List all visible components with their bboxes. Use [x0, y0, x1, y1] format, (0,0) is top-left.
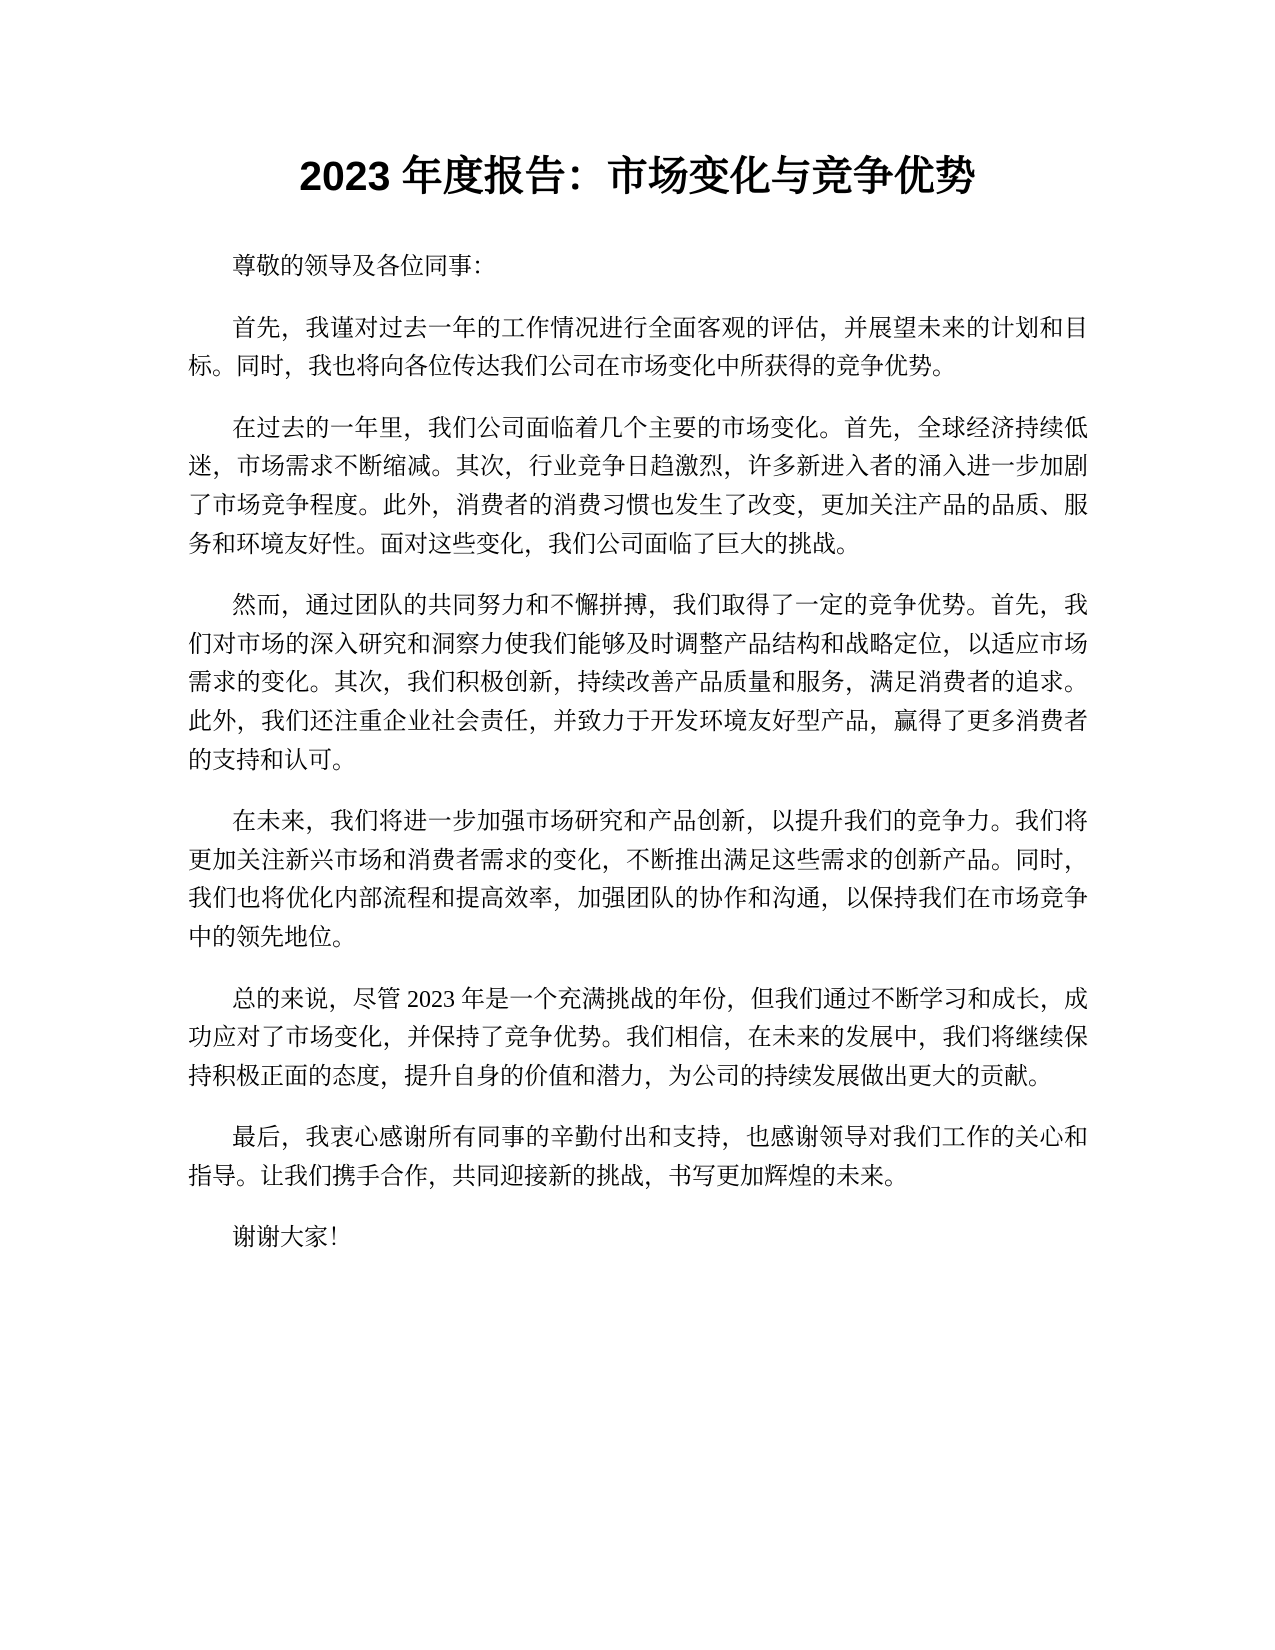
paragraph-salutation: 尊敬的领导及各位同事： — [232, 254, 496, 280]
paragraph-summary: 总的来说，尽管 2023 年是一个充满挑战的年份，但我们通过不断学习和成长，成功应对了市场变化，并保持了竞争优势。我们相信，在未来的发展中，我们将继续保持积极正面的态度，提升自身的价值和潜力，为公司的持续发展做出更大的贡献。 — [188, 986, 1088, 1090]
paragraph-future-plans: 在未来，我们将进一步加强市场研究和产品创新，以提升我们的竞争力。我们将更加关注新兴市场和消费者需求的变化，不断推出满足这些需求的创新产品。同时，我们也将优化内部流程和提高效率，加强团队的协作和沟通，以保持我们在市场竞争中的领先地位。 — [188, 809, 1088, 951]
document-title: 2023 年度报告：市场变化与竞争优势 — [299, 153, 976, 199]
document-body — [188, 248, 1088, 1281]
paragraph-thanks: 最后，我衷心感谢所有同事的辛勤付出和支持，也感谢领导对我们工作的关心和指导。让我们携手合作，共同迎接新的挑战，书写更加辉煌的未来。 — [188, 1125, 1088, 1190]
paragraph-market-changes: 在过去的一年里，我们公司面临着几个主要的市场变化。首先，全球经济持续低迷，市场需求不断缩减。其次，行业竞争日趋激烈，许多新进入者的涌入进一步加剧了市场竞争程度。此外，消费者的消费习惯也发生了改变，更加关注产品的品质、服务和环境友好性。面对这些变化，我们公司面临了巨大的挑战。 — [188, 415, 1088, 558]
paragraph-introduction: 首先，我谨对过去一年的工作情况进行全面客观的评估，并展望未来的计划和目标。同时，我也将向各位传达我们公司在市场变化中所获得的竞争优势。 — [188, 315, 1088, 381]
paragraph-competitive-advantages: 然而，通过团队的共同努力和不懈拼搏，我们取得了一定的竞争优势。首先，我们对市场的深入研究和洞察力使我们能够及时调整产品结构和战略定位，以适应市场需求的变化。其次，我们积极创新，持续改善产品质量和服务，满足消费者的追求。此外，我们还注重企业社会责任，并致力于开发环境友好型产品，赢得了更多消费者的支持和认可。 — [188, 593, 1088, 774]
paragraph-closing: 谢谢大家！ — [232, 1225, 352, 1252]
